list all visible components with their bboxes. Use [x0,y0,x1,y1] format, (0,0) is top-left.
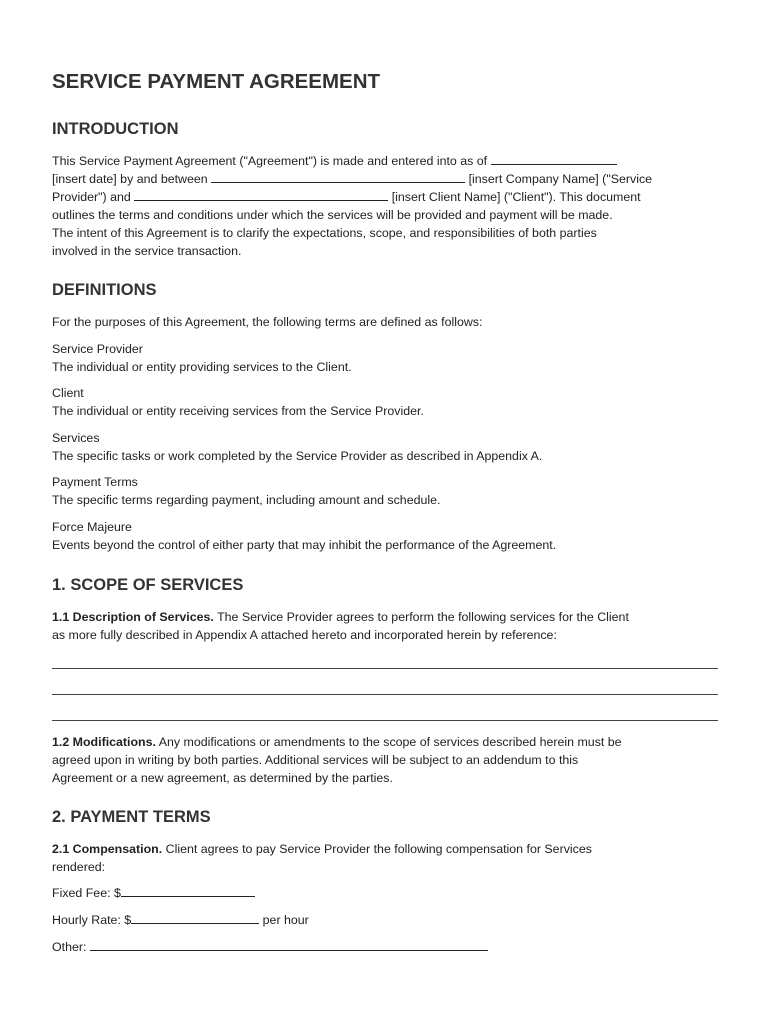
definition-term: Payment Terms [52,475,138,489]
company-name-blank[interactable] [211,171,465,183]
definition-item [52,473,720,509]
hourly-rate-blank[interactable] [131,912,259,924]
definition-text: Events beyond the control of either party that may inhibit the performance of the Agreement. [52,538,557,552]
definition-text: The individual or entity providing services to the Client. [52,360,352,374]
services-blank-line[interactable] [52,694,718,695]
definition-item [52,429,720,465]
other-blank[interactable] [90,939,488,951]
fixed-fee-label: Fixed Fee: $ [52,886,121,900]
payment-section-2-1: 2.1 Compensation. Client agrees to pay Service Provider the following compensation for Services rendered: [52,842,592,874]
services-blank-line[interactable] [52,720,718,721]
intro-line-5: The intent of this Agreement is to clarify the expectations, scope, and responsibilities of both parties [52,226,597,240]
definitions-intro: For the purposes of this Agreement, the following terms are defined as follows: [52,315,483,329]
client-name-blank[interactable] [134,189,388,201]
scope-heading: 1. SCOPE OF SERVICES [52,576,244,594]
other-label: Other: [52,940,87,954]
intro-line-1: This Service Payment Agreement ("Agreement") is made and entered into as of [52,152,720,170]
date-blank[interactable] [491,153,617,165]
intro-line-3: Provider") and [insert Client Name] ("Client"). This document [52,190,641,204]
section-label: 1.1 Description of Services. [52,610,214,624]
intro-line-2: [insert date] by and between [insert Company Name] ("Service [52,172,653,186]
intro-line-6: involved in the service transaction. [52,244,242,258]
fixed-fee-blank[interactable] [121,885,255,897]
definition-item [52,518,720,554]
hourly-rate-suffix: per hour [262,913,309,927]
scope-section-1-1: 1.1 Description of Services. The Service Provider agrees to perform the following services for the Client as more fully described in Appendix A attached hereto and incorporated herein by reference: [52,610,629,642]
fixed-fee-field [52,885,255,900]
payment-terms-heading: 2. PAYMENT TERMS [52,808,211,826]
services-blank-line[interactable] [52,668,718,669]
definitions-heading: DEFINITIONS [52,281,157,299]
definition-text: The specific tasks or work completed by the Service Provider as described in Appendix A. [52,449,543,463]
intro-line-4: outlines the terms and conditions under which the services will be provided and payment will be made. [52,208,613,222]
definition-text: The specific terms regarding payment, including amount and schedule. [52,493,441,507]
other-field [52,939,488,954]
scope-section-1-2: 1.2 Modifications. Any modifications or amendments to the scope of services described herein must be agreed upon in writing by both parties. Additional services will be subject to an addendum to this Agreement or a new agreement, as determined by the parties. [52,735,622,785]
definition-item [52,384,720,420]
definition-text: The individual or entity receiving services from the Service Provider. [52,404,424,418]
definition-term: Services [52,431,100,445]
definition-term: Service Provider [52,342,143,356]
section-label: 2.1 Compensation. [52,842,163,856]
hourly-rate-label: Hourly Rate: $ [52,913,132,927]
definition-item [52,340,720,376]
section-label: 1.2 Modifications. [52,735,156,749]
definition-term: Client [52,386,84,400]
document-title: SERVICE PAYMENT AGREEMENT [52,70,381,93]
introduction-paragraph [52,152,720,260]
hourly-rate-field [52,912,309,927]
definition-term: Force Majeure [52,520,132,534]
introduction-heading: INTRODUCTION [52,120,179,138]
